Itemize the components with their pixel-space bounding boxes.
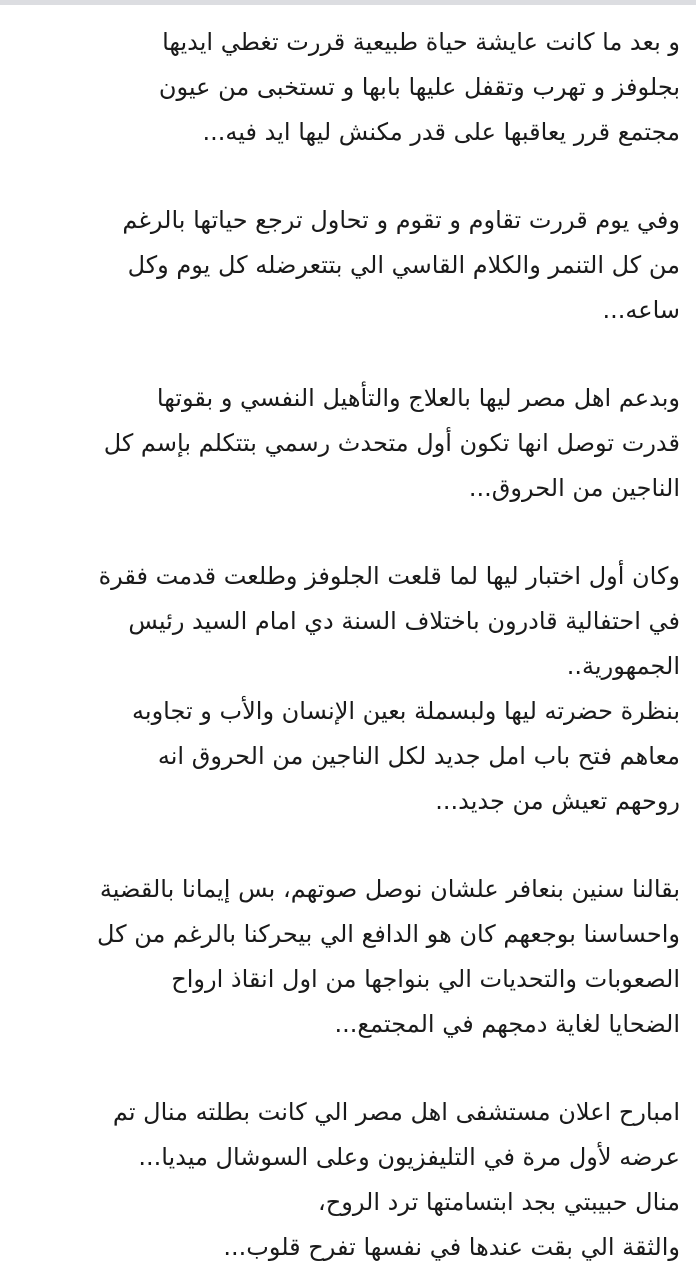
text-line: الناجين من الحروق... — [468, 474, 680, 502]
text-line: منال حبيبتي بجد ابتسامتها ترد الروح، — [317, 1188, 680, 1216]
text-line: والثقة الي بقت عندها في نفسها تفرح قلوب... — [223, 1233, 680, 1261]
paragraph-4 — [30, 554, 680, 824]
text-line: روحهم تعيش من جديد... — [435, 787, 680, 815]
text-line: في احتفالية قادرون باختلاف السنة دي امام السيد رئيس — [128, 607, 680, 635]
paragraph-3 — [30, 376, 680, 511]
text-line: من كل التنمر والكلام القاسي الي بتتعرضله كل يوم وكل — [127, 251, 680, 279]
text-line: امبارح اعلان مستشفى اهل مصر الي كانت بطلته منال تم — [112, 1098, 680, 1126]
text-line: الصعوبات والتحديات الي بنواجها من اول انقاذ ارواح — [171, 965, 680, 993]
text-line: وكان أول اختبار ليها لما قلعت الجلوفز وطلعت قدمت فقرة — [98, 562, 680, 590]
paragraph-2 — [30, 198, 680, 333]
text-line: بنظرة حضرته ليها ولبسملة بعين الإنسان والأب و تجاوبه — [132, 697, 680, 725]
text-line: مجتمع قرر يعاقبها على قدر مكنش ليها ايد فيه... — [202, 118, 680, 146]
text-line: الضحايا لغاية دمجهم في المجتمع... — [334, 1010, 680, 1038]
text-line: واحساسنا بوجعهم كان هو الدافع الي بيحركنا بالرغم من كل — [97, 920, 680, 948]
text-line: و بعد ما كانت عايشة حياة طبيعية قررت تغطي ايديها — [162, 28, 680, 56]
text-line: ساعه... — [602, 296, 680, 324]
post-text — [30, 20, 680, 1270]
text-line: عرضه لأول مرة في التليفزيون وعلى السوشال ميديا... — [138, 1143, 680, 1171]
text-line: قدرت توصل انها تكون أول متحدث رسمي بتتكلم بإسم كل — [103, 429, 680, 457]
text-line: الجمهورية.. — [566, 652, 680, 680]
text-line: معاهم فتح باب امل جديد لكل الناجين من الحروق انه — [157, 742, 680, 770]
text-line: بجلوفز و تهرب وتقفل عليها بابها و تستخبى من عيون — [158, 73, 680, 101]
paragraph-1 — [30, 20, 680, 155]
top-divider — [0, 0, 696, 5]
paragraph-5 — [30, 867, 680, 1047]
paragraph-6 — [30, 1090, 680, 1270]
text-line: وبدعم اهل مصر ليها بالعلاج والتأهيل النفسي و بقوتها — [156, 384, 680, 412]
text-line: بقالنا سنين بنعافر علشان نوصل صوتهم، بس إيمانا بالقضية — [99, 875, 680, 903]
text-line: وفي يوم قررت تقاوم و تقوم و تحاول ترجع حياتها بالرغم — [122, 206, 680, 234]
